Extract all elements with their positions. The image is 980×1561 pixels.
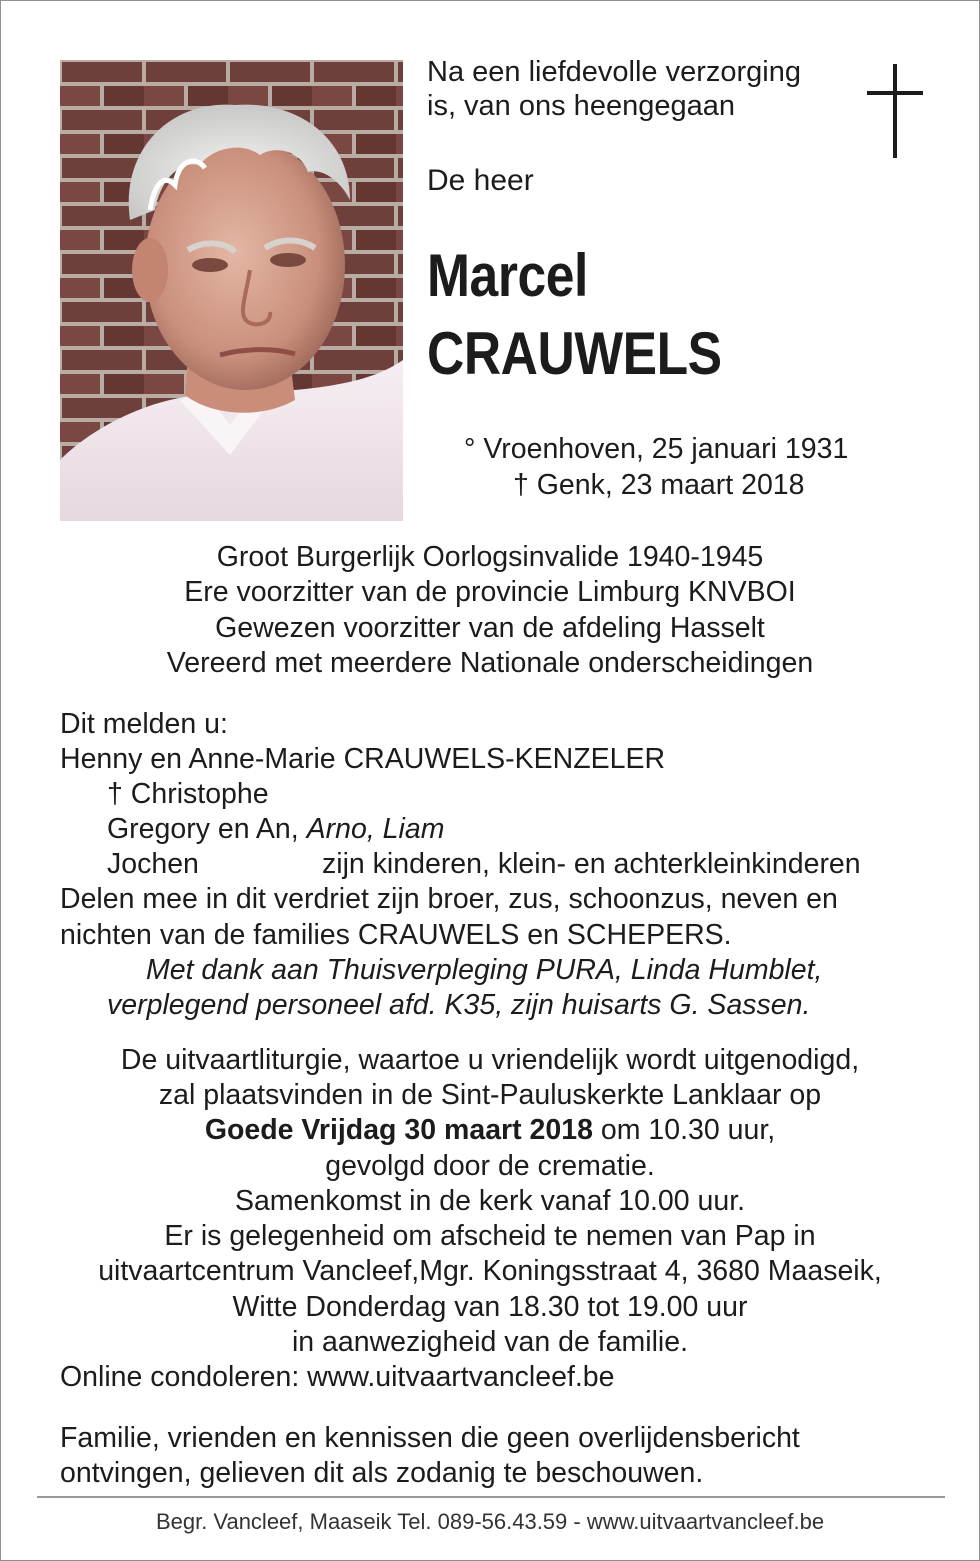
deceased-last-name: CRAUWELS bbox=[427, 320, 722, 387]
title-mister: De heer bbox=[427, 164, 534, 197]
closing-line: Familie, vrienden en kennissen die geen overlijdensbericht bbox=[60, 1422, 800, 1454]
ceremony-date: Goede Vrijdag 30 maart 2018 bbox=[204, 1114, 593, 1146]
honor-line: Vereerd met meerdere Nationale onderscheidingen bbox=[166, 647, 814, 679]
family-line: † Christophe bbox=[107, 778, 269, 810]
honor-line: Groot Burgerlijk Oorlogsinvalide 1940-1945 bbox=[216, 541, 764, 573]
online-condolences: Online condoleren: www.uitvaartvancleef.be bbox=[60, 1361, 615, 1393]
family-line-names: Gregory en An, bbox=[107, 813, 299, 845]
ceremony-line: De uitvaartliturgie, waartoe u vriendelijk wordt uitgenodigd, bbox=[120, 1044, 860, 1076]
ceremony-time: om 10.30 uur, bbox=[600, 1114, 776, 1146]
birth-date: ° Vroenhoven, 25 januari 1931 bbox=[464, 433, 849, 465]
family-line-grandchildren: Arno, Liam bbox=[306, 813, 445, 845]
portrait-photo bbox=[60, 60, 403, 521]
intro-line-1: Na een liefdevolle verzorging bbox=[427, 56, 801, 88]
portrait-illustration bbox=[60, 60, 403, 521]
ceremony-line: zal plaatsvinden in de Sint-Pauluskerkte Lanklaar op bbox=[158, 1079, 822, 1111]
cross-icon bbox=[867, 64, 923, 158]
ceremony-line: Samenkomst in de kerk vanaf 10.00 uur. bbox=[234, 1185, 746, 1217]
family-intro: Dit melden u: bbox=[60, 708, 228, 740]
closing-line: ontvingen, gelieven dit als zodanig te beschouwen. bbox=[60, 1457, 704, 1489]
family-line: Henny en Anne-Marie CRAUWELS-KENZELER bbox=[60, 743, 666, 775]
family-line: Delen mee in dit verdriet zijn broer, zus, schoonzus, neven en bbox=[60, 883, 838, 915]
family-line-relation: zijn kinderen, klein- en achterkleinkinderen bbox=[322, 848, 861, 880]
footer-undertaker: Begr. Vancleef, Maaseik Tel. 089-56.43.59 - www.uitvaartvancleef.be bbox=[155, 1509, 825, 1534]
footer-divider bbox=[37, 1496, 945, 1498]
ceremony-line: gevolgd door de crematie. bbox=[325, 1150, 655, 1182]
death-date: † Genk, 23 maart 2018 bbox=[513, 469, 805, 501]
ceremony-line: Er is gelegenheid om afscheid te nemen van Pap in bbox=[164, 1220, 816, 1252]
family-line bbox=[107, 812, 444, 847]
intro-line-2: is, van ons heengegaan bbox=[427, 90, 735, 122]
ceremony-date-line bbox=[1, 1113, 979, 1148]
family-line: Jochen bbox=[107, 848, 199, 880]
honor-line: Gewezen voorzitter van de afdeling Hasselt bbox=[215, 612, 765, 644]
thanks-line: Met dank aan Thuisverpleging PURA, Linda Humblet, bbox=[146, 954, 823, 986]
ceremony-line: uitvaartcentrum Vancleef,Mgr. Koningsstraat 4, 3680 Maaseik, bbox=[98, 1255, 882, 1287]
thanks-line: verplegend personeel afd. K35, zijn huisarts G. Sassen. bbox=[107, 989, 811, 1021]
ceremony-line: in aanwezigheid van de familie. bbox=[291, 1326, 689, 1358]
family-line: nichten van de families CRAUWELS en SCHEPERS. bbox=[60, 919, 732, 951]
honor-line: Ere voorzitter van de provincie Limburg KNVBOI bbox=[184, 576, 796, 608]
ceremony-line: Witte Donderdag van 18.30 tot 19.00 uur bbox=[232, 1291, 748, 1323]
deceased-first-name: Marcel bbox=[427, 242, 588, 309]
